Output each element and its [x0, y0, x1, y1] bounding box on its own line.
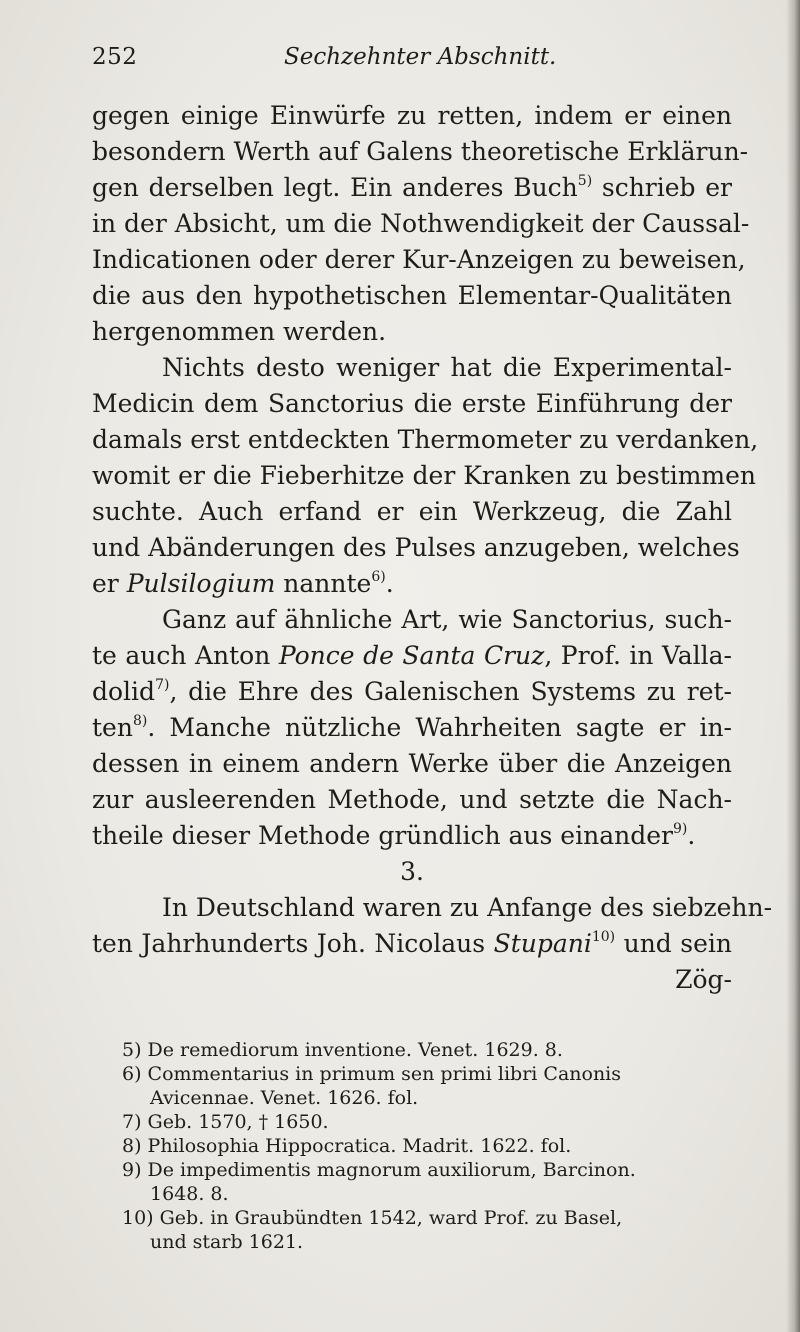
text-line: gen derselben legt. Ein anderes Buch$^{5)}$ schrieb er: [92, 172, 732, 202]
main-text: [92, 98, 773, 998]
text-line: dessen in einem andern Werke über die Anzeigen: [92, 749, 732, 778]
footnote: 5) De remediorum inventione. Venet. 1629. 8.: [122, 1039, 563, 1061]
page-header: [92, 44, 732, 78]
text-line: ten Jahrhunderts Joh. Nicolaus Stupani$^{10)}$ und sein: [92, 928, 732, 958]
page-number: 252: [92, 44, 138, 70]
text-line: er Pulsilogium nannte$^{6)}$.: [92, 568, 394, 598]
text-line: Medicin dem Sanctorius die erste Einführung der: [92, 389, 732, 418]
text-line: zur ausleerenden Methode, und setzte die Nach-: [92, 785, 732, 814]
text-line: Indicationen oder derer Kur-Anzeigen zu beweisen,: [92, 245, 746, 274]
text-line: damals erst entdeckten Thermometer zu verdanken,: [92, 425, 759, 454]
section-number: 3.: [400, 857, 424, 886]
footnote-continuation: Avicennae. Venet. 1626. fol.: [150, 1087, 419, 1109]
footnote: 10) Geb. in Graubündten 1542, ward Prof. zu Basel,: [122, 1207, 623, 1229]
footnote-ref: 9): [672, 820, 688, 837]
text-line: ten$^{8)}$. Manche nützliche Wahrheiten sagte er in-: [92, 712, 732, 742]
text-line: In Deutschland waren zu Anfange des siebzehn-: [162, 893, 773, 922]
footnotes: [122, 1038, 742, 1254]
text-line: die aus den hypothetischen Elementar-Qualitäten: [92, 281, 732, 310]
italic-name: Ponce de Santa Cruz: [278, 641, 545, 670]
footnote-ref: 8): [132, 712, 148, 729]
text-line: theile dieser Methode gründlich aus einander$^{9)}$.: [92, 820, 696, 850]
text-line: womit er die Fieberhitze der Kranken zu bestimmen: [92, 461, 757, 490]
footnote: 8) Philosophia Hippocratica. Madrit. 1622. fol.: [122, 1135, 572, 1157]
page-edge-shadow: [786, 0, 800, 1332]
running-head: Sechzehnter Abschnitt.: [284, 44, 557, 70]
footnote: 9) De impedimentis magnorum auxiliorum, Barcinon.: [122, 1159, 636, 1181]
footnote-ref: 5): [577, 172, 593, 189]
text-line: Nichts desto weniger hat die Experimental-: [162, 353, 732, 382]
footnote-ref: 6): [371, 568, 386, 585]
text-line: in der Absicht, um die Nothwendigkeit der Caussal-: [92, 209, 750, 238]
italic-term: Pulsilogium: [126, 569, 276, 598]
text-line: te auch Anton Ponce de Santa Cruz, Prof. in Valla-: [92, 641, 732, 670]
text-line: Ganz auf ähnliche Art, wie Sanctorius, such-: [162, 605, 732, 634]
footnote-ref: 10): [591, 928, 616, 945]
footnote: 6) Commentarius in primum sen primi libri Canonis: [122, 1063, 622, 1085]
text-line: suchte. Auch erfand er ein Werkzeug, die Zahl: [92, 497, 732, 526]
footnote-continuation: 1648. 8.: [150, 1183, 229, 1205]
footnote-ref: 7): [155, 676, 170, 693]
italic-name: Stupani: [493, 929, 592, 958]
text-line: hergenommen werden.: [92, 317, 387, 346]
footnote-continuation: und starb 1621.: [150, 1231, 304, 1253]
text-line: gegen einige Einwürfe zu retten, indem er einen: [92, 101, 732, 130]
text-line: besondern Werth auf Galens theoretische Erklärun-: [92, 137, 749, 166]
footnote: 7) Geb. 1570, † 1650.: [122, 1111, 329, 1133]
catchword: Zög-: [675, 965, 732, 994]
text-line: und Abänderungen des Pulses anzugeben, welches: [92, 533, 740, 562]
text-line: dolid$^{7)}$, die Ehre des Galenischen Systems zu ret-: [92, 676, 732, 706]
